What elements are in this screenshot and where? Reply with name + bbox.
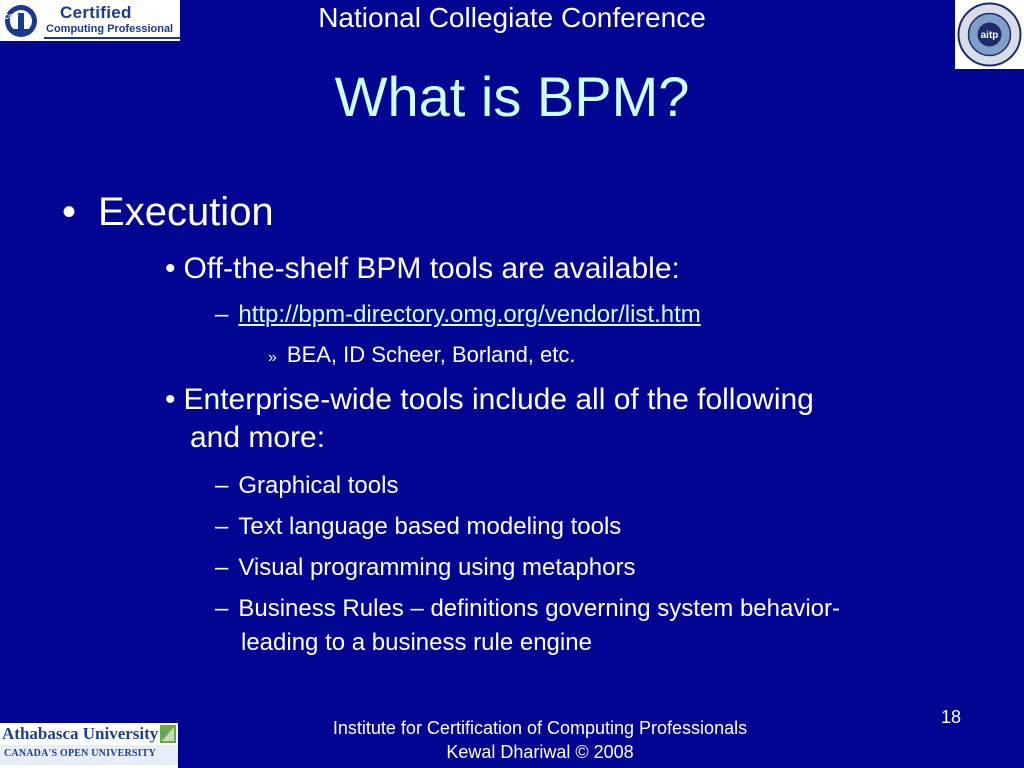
bullet-marker: • (62, 190, 77, 234)
dash-marker: – (215, 472, 229, 499)
page-number: 18 (941, 707, 962, 727)
bullet-level3-link (215, 301, 701, 329)
bullet-text-line2: and more: (190, 421, 326, 454)
list-item-graphical-tools (215, 472, 398, 500)
chevron-marker: » (268, 349, 277, 366)
list-item-text-line2: leading to a business rule engine (241, 629, 592, 656)
leaf-icon (160, 725, 176, 743)
list-item-business-rules-cont (241, 629, 592, 657)
bpm-directory-link[interactable]: http://bpm-directory.omg.org/vendor/list.htm (238, 301, 701, 328)
bullet-level2-off-the-shelf (165, 252, 680, 286)
slide-title: What is BPM? (334, 65, 690, 128)
bullet-text: BEA, ID Scheer, Borland, etc. (286, 342, 576, 367)
bullet-level2-enterprise (165, 383, 814, 417)
athabasca-logo-name: Athabasca University (2, 724, 159, 743)
dash-marker: – (215, 595, 229, 622)
list-item-text: Text language based modeling tools (238, 513, 622, 540)
list-item-text: Visual programming using metaphors (238, 554, 636, 581)
bullet-marker: • (165, 383, 176, 416)
bullet-level1-execution (62, 190, 274, 235)
dash-marker: – (215, 554, 229, 581)
bullet-text-line1: Enterprise-wide tools include all of the following (183, 383, 814, 416)
iccp-logo-rule (44, 37, 180, 39)
iccp-logo-subtitle: Computing Professional (46, 23, 174, 35)
athabasca-logo-tagline: CANADA'S OPEN UNIVERSITY (4, 748, 157, 759)
bullet-marker: • (165, 252, 176, 285)
bullet-text: Off-the-shelf BPM tools are available: (183, 252, 680, 285)
dash-marker: – (215, 301, 229, 328)
list-item-text-line1: Business Rules – definitions governing system behavior- (238, 595, 840, 622)
conference-title: National Collegiate Conference (318, 2, 706, 33)
list-item-business-rules (215, 595, 840, 623)
bullet-level2-enterprise-cont (190, 421, 325, 455)
footer-author: Kewal Dhariwal © 2008 (446, 742, 634, 762)
iccp-seal-text: ICCP (2, 14, 19, 21)
footer-institute: Institute for Certification of Computing Professionals (332, 718, 748, 738)
list-item-text-language (215, 513, 621, 541)
footer (290, 716, 790, 764)
bullet-text: Execution (98, 190, 274, 234)
list-item-text: Graphical tools (238, 472, 399, 499)
athabasca-logo (0, 723, 178, 768)
bullet-level4-vendors (268, 342, 576, 368)
list-item-visual-programming (215, 554, 635, 582)
aitp-logo-text: aitp (980, 30, 999, 41)
dash-marker: – (215, 513, 229, 540)
iccp-logo-word: Certified (60, 3, 132, 22)
